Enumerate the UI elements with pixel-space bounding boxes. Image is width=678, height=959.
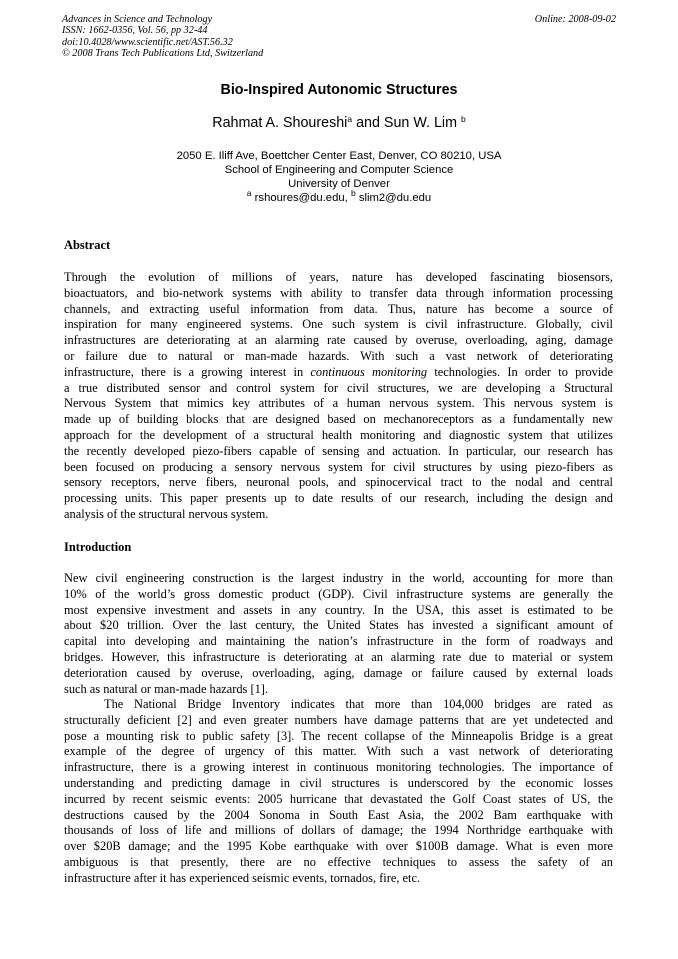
abstract-line: channels, and extracting useful information from data. Thus, nature has become a source of bbox=[64, 301, 613, 316]
abstract-paragraph bbox=[64, 270, 613, 523]
abstract-line: made up of building blocks that are designed based on mechanoreceptors as a fundamentally new bbox=[64, 412, 613, 427]
intro-line: capital into developing and maintaining the nation’s infrastructure in the form of roadways and bbox=[64, 634, 613, 649]
introduction-paragraph-2 bbox=[64, 697, 613, 887]
abstract-line: inspiration for many engineered systems. One such system is civil infrastructure. Globally, civil bbox=[64, 317, 613, 332]
affiliation-block bbox=[0, 150, 678, 206]
abstract-line: the recently developed piezo-fibers capable of sensing and actuation. In particular, our research has bbox=[64, 443, 613, 458]
intro-line: incurred by recent seismic events: 2005 hurricane that devastated the Golf Coast states of US, the bbox=[64, 791, 613, 806]
abstract-line: processing units. This paper presents up to date results of our research, including the design and bbox=[64, 491, 613, 506]
abstract-line: analysis of the structural nervous system. bbox=[64, 506, 269, 521]
intro-line: New civil engineering construction is the largest industry in the world, accounting for more than bbox=[64, 571, 613, 585]
intro-line: thousands of loss of life and millions of dollars of damage; the 1994 Northridge earthquake with bbox=[64, 823, 613, 838]
journal-name: Advances in Science and Technology bbox=[62, 14, 213, 25]
author-1-superscript: a bbox=[347, 114, 353, 124]
intro-line: bridges. However, this infrastructure is deteriorating at an alarming rate due to material or system bbox=[64, 649, 613, 664]
intro-line: infrastructure, there is a growing interest in continuous monitoring technologies. The importance of bbox=[64, 760, 613, 775]
intro-line: about $20 trillion. Over the last century, the United States has invested a significant amount of bbox=[64, 618, 613, 633]
email-b[interactable]: slim2@du.edu bbox=[358, 191, 432, 204]
introduction-paragraph-1 bbox=[64, 571, 613, 697]
intro-line: The National Bridge Inventory indicates that more than 104,000 bridges are rated as bbox=[104, 697, 613, 711]
issn-line: ISSN: 1662-0356, Vol. 56, pp 32-44 bbox=[62, 25, 208, 37]
abstract-line bbox=[64, 365, 613, 381]
intro-line: 10% of the world’s gross domestic product (GDP). Civil infrastructure systems are generally the bbox=[64, 586, 613, 601]
abstract-line: been focused on producing a sensory nervous system for civil structures by using piezo-fibers as bbox=[64, 459, 613, 474]
abstract-line: a true distributed sensor and control system for civil structures, we are developing a Structural bbox=[64, 380, 613, 395]
abstract-emphasis: continuous monitoring bbox=[310, 364, 428, 379]
abstract-line: Through the evolution of millions of years, nature has developed fascinating biosensors, bbox=[64, 270, 613, 284]
introduction-heading: Introduction bbox=[64, 540, 132, 554]
abstract-line: sensory receptors, nerve fibers, neuronal pools, and spinocervical tract to the nodal and central bbox=[64, 475, 613, 490]
paper-title: Bio-Inspired Autonomic Structures bbox=[220, 82, 458, 98]
journal-header bbox=[62, 14, 616, 59]
affiliation-university: University of Denver bbox=[288, 177, 390, 190]
doi-line: doi:10.4028/www.scientific.net/AST.56.32 bbox=[62, 36, 233, 48]
affiliation-emails bbox=[0, 187, 678, 206]
email-a-superscript: a bbox=[246, 187, 252, 198]
email-a[interactable]: rshoures@du.edu, bbox=[254, 191, 348, 204]
author-2-superscript: b bbox=[461, 114, 466, 124]
abstract-heading: Abstract bbox=[64, 238, 111, 252]
abstract-line: approach for the development of a structural health monitoring and diagnostic system that utilizes bbox=[64, 427, 613, 442]
abstract-line-tail: technologies. In order to provide bbox=[427, 364, 613, 379]
affiliation-address: 2050 E. Iliff Ave, Boettcher Center East, Denver, CO 80210, USA bbox=[176, 150, 502, 162]
intro-line: ambiguous is that presently, there are no effective techniques to assess the safety of an bbox=[64, 854, 613, 869]
intro-line: most expensive investment and assets in any country. In the USA, this asset is estimated to be bbox=[64, 602, 613, 617]
author-line bbox=[0, 115, 678, 131]
abstract-line: Nervous System that mimics key attributes of a human nervous system. This nervous system is bbox=[64, 396, 613, 411]
intro-line: structurally deficient [2] and even greater numbers have damage patterns that are yet undetected and bbox=[64, 712, 613, 727]
intro-line: such as natural or man-made hazards [1]. bbox=[64, 681, 269, 696]
intro-line: over $20B damage; and the 1995 Kobe earthquake with over $100B damage. What is even more bbox=[64, 839, 613, 854]
intro-line: example of the degree of urgency of this matter. With such a vast network of deteriorating bbox=[64, 744, 613, 759]
copyright-line: © 2008 Trans Tech Publications Ltd, Switzerland bbox=[62, 47, 264, 59]
author-connector: and bbox=[352, 115, 384, 131]
intro-line: infrastructure after it has experienced seismic events, tornados, fire, etc. bbox=[64, 870, 421, 885]
intro-line: deterioration caused by overuse, overloading, aging, damage or failure caused by external loads bbox=[64, 665, 613, 680]
author-2: Sun W. Lim bbox=[383, 115, 458, 131]
abstract-line-start: infrastructure, there is a growing interest in bbox=[64, 364, 311, 379]
email-b-superscript: b bbox=[350, 187, 356, 198]
abstract-line: or failure due to natural or man-made hazards. With such a vast network of deteriorating bbox=[64, 348, 613, 363]
online-date: Online: 2008-09-02 bbox=[534, 14, 616, 25]
abstract-line: bioactuators, and bio-network systems with ability to transfer data through information processing bbox=[64, 285, 613, 300]
abstract-line: infrastructures are deteriorating at an alarming rate caused by overuse, overloading, aging, damage bbox=[64, 333, 613, 348]
intro-line: understanding and predicting damage in civil structures is underscored by the economic losses bbox=[64, 775, 613, 790]
author-1: Rahmat A. Shoureshi bbox=[212, 115, 348, 131]
intro-line: destructions caused by the 2004 Sonoma in South East Asia, the 2002 Bam earthquake with bbox=[64, 807, 613, 822]
affiliation-school: School of Engineering and Computer Science bbox=[224, 163, 454, 176]
intro-line: pose a mounting risk to public safety [3]. The recent collapse of the Minneapolis Bridge is a great bbox=[64, 728, 613, 743]
